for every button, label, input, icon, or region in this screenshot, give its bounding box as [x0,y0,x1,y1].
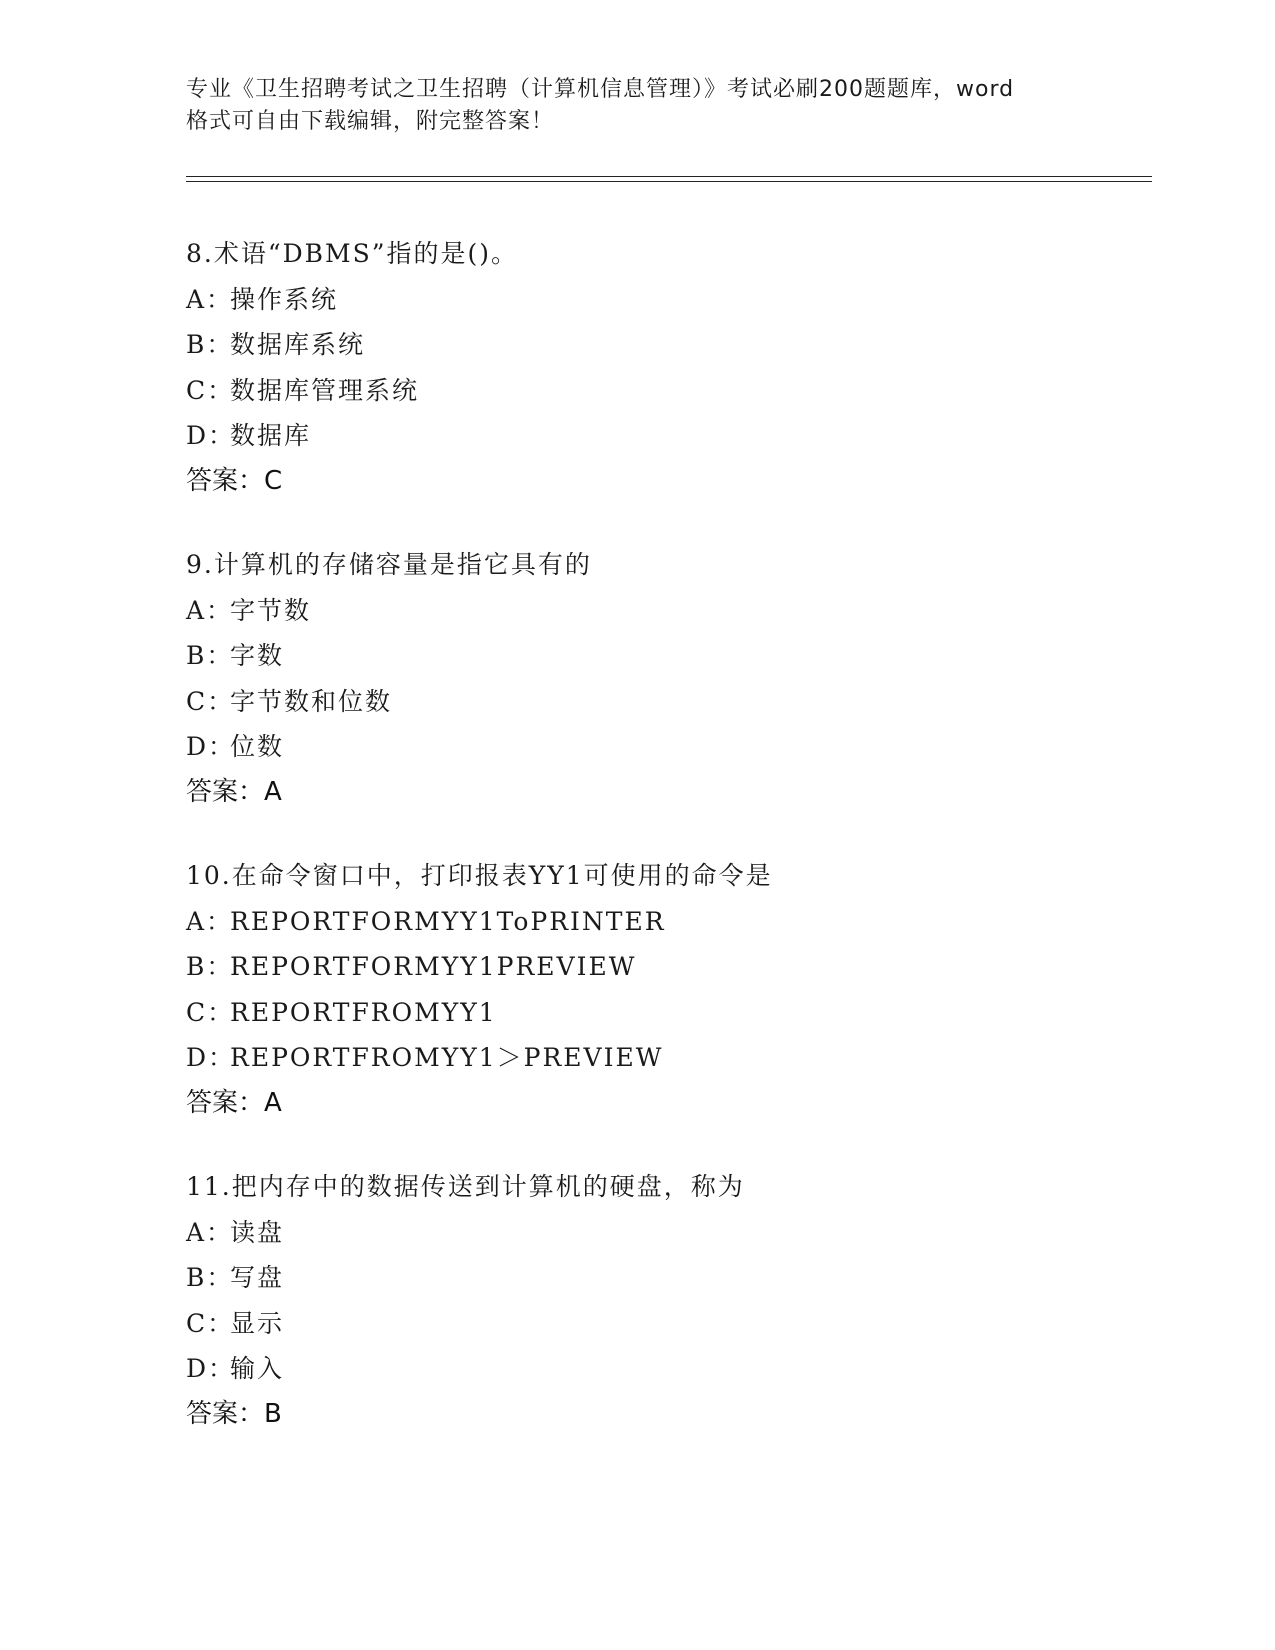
question-title: 10.在命令窗口中，打印报表YY1可使用的命令是 [186,861,773,890]
option-key: B： [186,952,234,981]
option-text: REPORTFORMYY1PREVIEW [230,952,637,981]
option-text: REPORTFROMYY1 [230,997,497,1027]
option-key: D： [186,1354,236,1383]
header-divider-top [186,176,1152,177]
option-key: A： [186,906,234,936]
document-header [186,74,1106,138]
option-key: C： [186,375,235,405]
header-line-1: 专业《卫生招聘考试之卫生招聘（计算机信息管理）》考试必刷200题题库，word [186,77,1015,102]
question-title: 8.术语“DBMS”指的是()。 [186,239,519,268]
option-key: B： [186,641,234,670]
option-d [186,1346,1146,1392]
option-a [186,588,1146,634]
option-text: 写盘 [230,1263,285,1292]
option-c [186,990,1146,1036]
option-b [186,1255,1146,1301]
question-title: 9.计算机的存储容量是指它具有的 [186,550,592,579]
option-key: A： [186,1217,234,1247]
header-line-2: 格式可自由下载编辑，附完整答案！ [186,109,555,134]
option-text: 字节数 [230,595,312,625]
option-text: 字节数和位数 [230,686,393,716]
option-text: 操作系统 [230,284,339,314]
option-b [186,633,1146,679]
option-text: REPORTFROMYY1＞PREVIEW [230,1043,664,1072]
option-text: 读盘 [230,1217,285,1247]
option-text: 输入 [230,1354,285,1383]
answer-line: 答案：B [186,1398,282,1429]
option-text: 数据库管理系统 [230,375,420,405]
header-divider-bottom [186,181,1152,182]
question-item [186,1164,1146,1437]
option-text: 显示 [230,1308,285,1338]
option-text: 位数 [230,732,285,761]
option-c [186,679,1146,725]
option-key: C： [186,1308,235,1338]
question-list [186,231,1146,1475]
option-key: C： [186,686,235,716]
option-d [186,413,1146,459]
option-a [186,1210,1146,1256]
option-key: B： [186,330,234,359]
answer-line: 答案：A [186,776,282,807]
option-d [186,724,1146,770]
answer-line: 答案：C [186,465,283,496]
option-text: 数据库系统 [230,330,366,359]
option-c [186,1301,1146,1347]
option-key: C： [186,997,235,1027]
answer-line: 答案：A [186,1087,282,1118]
option-key: D： [186,1043,236,1072]
question-item [186,231,1146,504]
option-a [186,899,1146,945]
option-key: B： [186,1263,234,1292]
option-text: 字数 [230,641,285,670]
option-d [186,1035,1146,1081]
option-key: D： [186,421,236,450]
option-text: 数据库 [230,421,312,450]
option-key: A： [186,284,234,314]
option-key: D： [186,732,236,761]
question-item [186,542,1146,815]
question-title: 11.把内存中的数据传送到计算机的硬盘，称为 [186,1172,745,1201]
question-item [186,853,1146,1126]
option-text: REPORTFORMYY1ToPRINTER [230,906,666,936]
option-c [186,368,1146,414]
option-key: A： [186,595,234,625]
option-a [186,277,1146,323]
option-b [186,944,1146,990]
option-b [186,322,1146,368]
